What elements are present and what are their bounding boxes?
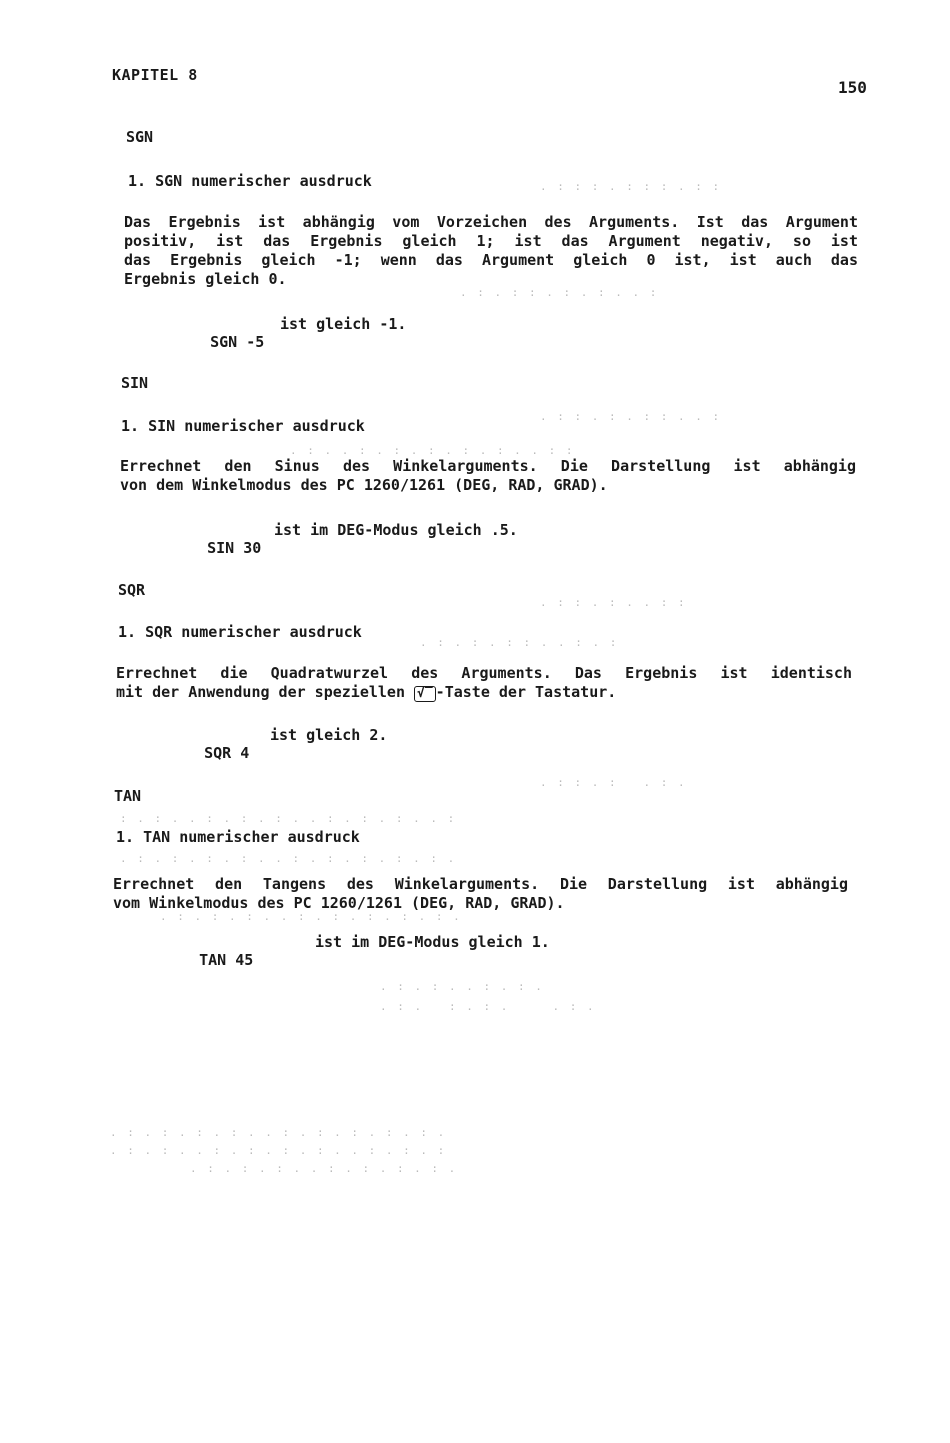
bleed-through-artifact: . : . . : . : . : . : . : . . : : <box>290 444 575 457</box>
description-line: Errechnet die Quadratwurzel des Arguments. Das Ergebnis ist identisch <box>116 664 852 682</box>
sqrt-key-icon: √‾ <box>414 686 436 702</box>
description-line <box>116 683 852 702</box>
page-number: 150 <box>838 78 867 97</box>
bleed-through-artifact: . : . : : . : . : . . : <box>460 286 659 299</box>
description-tan <box>113 875 848 913</box>
bleed-through-artifact: . : . : . . : . : . <box>380 980 544 993</box>
chapter-heading: KAPITEL 8 <box>112 66 198 84</box>
bleed-through-artifact: . : . : . . : . : . : . : . . : . : . : <box>110 1144 447 1157</box>
description-sqr <box>116 664 852 702</box>
bleed-through-artifact: . : . : . : . . : . : . : . : . <box>190 1162 458 1175</box>
entry-title-sqr: SQR <box>118 581 146 599</box>
bleed-through-artifact: . : : . : . : : . . : <box>540 410 722 423</box>
bleed-through-artifact: : . : . . : . : . : . . : . : . : . . : <box>120 812 457 825</box>
description-sgn <box>124 213 858 289</box>
bleed-through-artifact: . : : . : . . : : <box>540 596 687 609</box>
bleed-through-artifact: . : . : . : : . . : . : <box>420 636 619 649</box>
entry-title-sin: SIN <box>121 374 149 392</box>
syntax-tan: 1. TAN numerischer ausdruck <box>116 828 360 846</box>
description-line: Ergebnis gleich 0. <box>124 270 287 288</box>
entry-title-tan: TAN <box>114 787 142 805</box>
example-expression: SIN 30 <box>207 539 262 557</box>
syntax-sin: 1. SIN numerischer ausdruck <box>121 417 365 435</box>
description-line: von dem Winkelmodus des PC 1260/1261 (DEG, RAD, GRAD). <box>120 476 608 494</box>
syntax-sqr: 1. SQR numerischer ausdruck <box>118 623 362 641</box>
bleed-through-artifact: . : . : . : . . : . <box>380 1000 596 1013</box>
bleed-through-artifact: . : : . : . : . <box>540 776 687 789</box>
bleed-through-artifact: . : . : . : . : . . : . : . : . : . : . <box>120 852 457 865</box>
example-result: ist gleich -1. <box>280 315 407 333</box>
description-line: Errechnet den Sinus des Winkelarguments. Die Darstellung ist abhängig <box>120 457 856 475</box>
example-tan <box>163 933 623 969</box>
description-line: Errechnet den Tangens des Winkelarguments. Die Darstellung ist abhängig <box>113 875 848 893</box>
bleed-through-artifact: . : . : . : . . : . : . : . : . : . <box>160 910 462 923</box>
description-text: -Taste der Tastatur. <box>435 683 617 701</box>
example-sqr <box>168 726 568 762</box>
description-sin <box>120 457 856 495</box>
bleed-through-artifact: . : : : . : : : . : : <box>540 180 722 193</box>
description-line: vom Winkelmodus des PC 1260/1261 (DEG, RAD, GRAD). <box>113 894 565 912</box>
description-line: positiv, ist das Ergebnis gleich 1; ist das Argument negativ, so ist <box>124 232 858 250</box>
entry-title-sgn: SGN <box>126 128 154 146</box>
example-expression: SGN -5 <box>210 333 265 351</box>
example-result: ist im DEG-Modus gleich 1. <box>315 933 550 951</box>
bleed-through-artifact: . : . : . : . : . . : . : . : . : . : . <box>110 1126 447 1139</box>
syntax-sgn: 1. SGN numerischer ausdruck <box>128 172 372 190</box>
example-sin <box>171 521 571 557</box>
example-expression: TAN 45 <box>199 951 254 969</box>
description-line: das Ergebnis gleich -1; wenn das Argument gleich 0 ist, ist auch das <box>124 251 858 269</box>
description-text: mit der Anwendung der speziellen <box>116 683 415 701</box>
example-result: ist im DEG-Modus gleich .5. <box>274 521 518 539</box>
description-line: Das Ergebnis ist abhängig vom Vorzeichen des Arguments. Ist das Argument <box>124 213 858 231</box>
example-sgn <box>174 315 574 351</box>
example-result: ist gleich 2. <box>270 726 388 744</box>
example-expression: SQR 4 <box>204 744 250 762</box>
